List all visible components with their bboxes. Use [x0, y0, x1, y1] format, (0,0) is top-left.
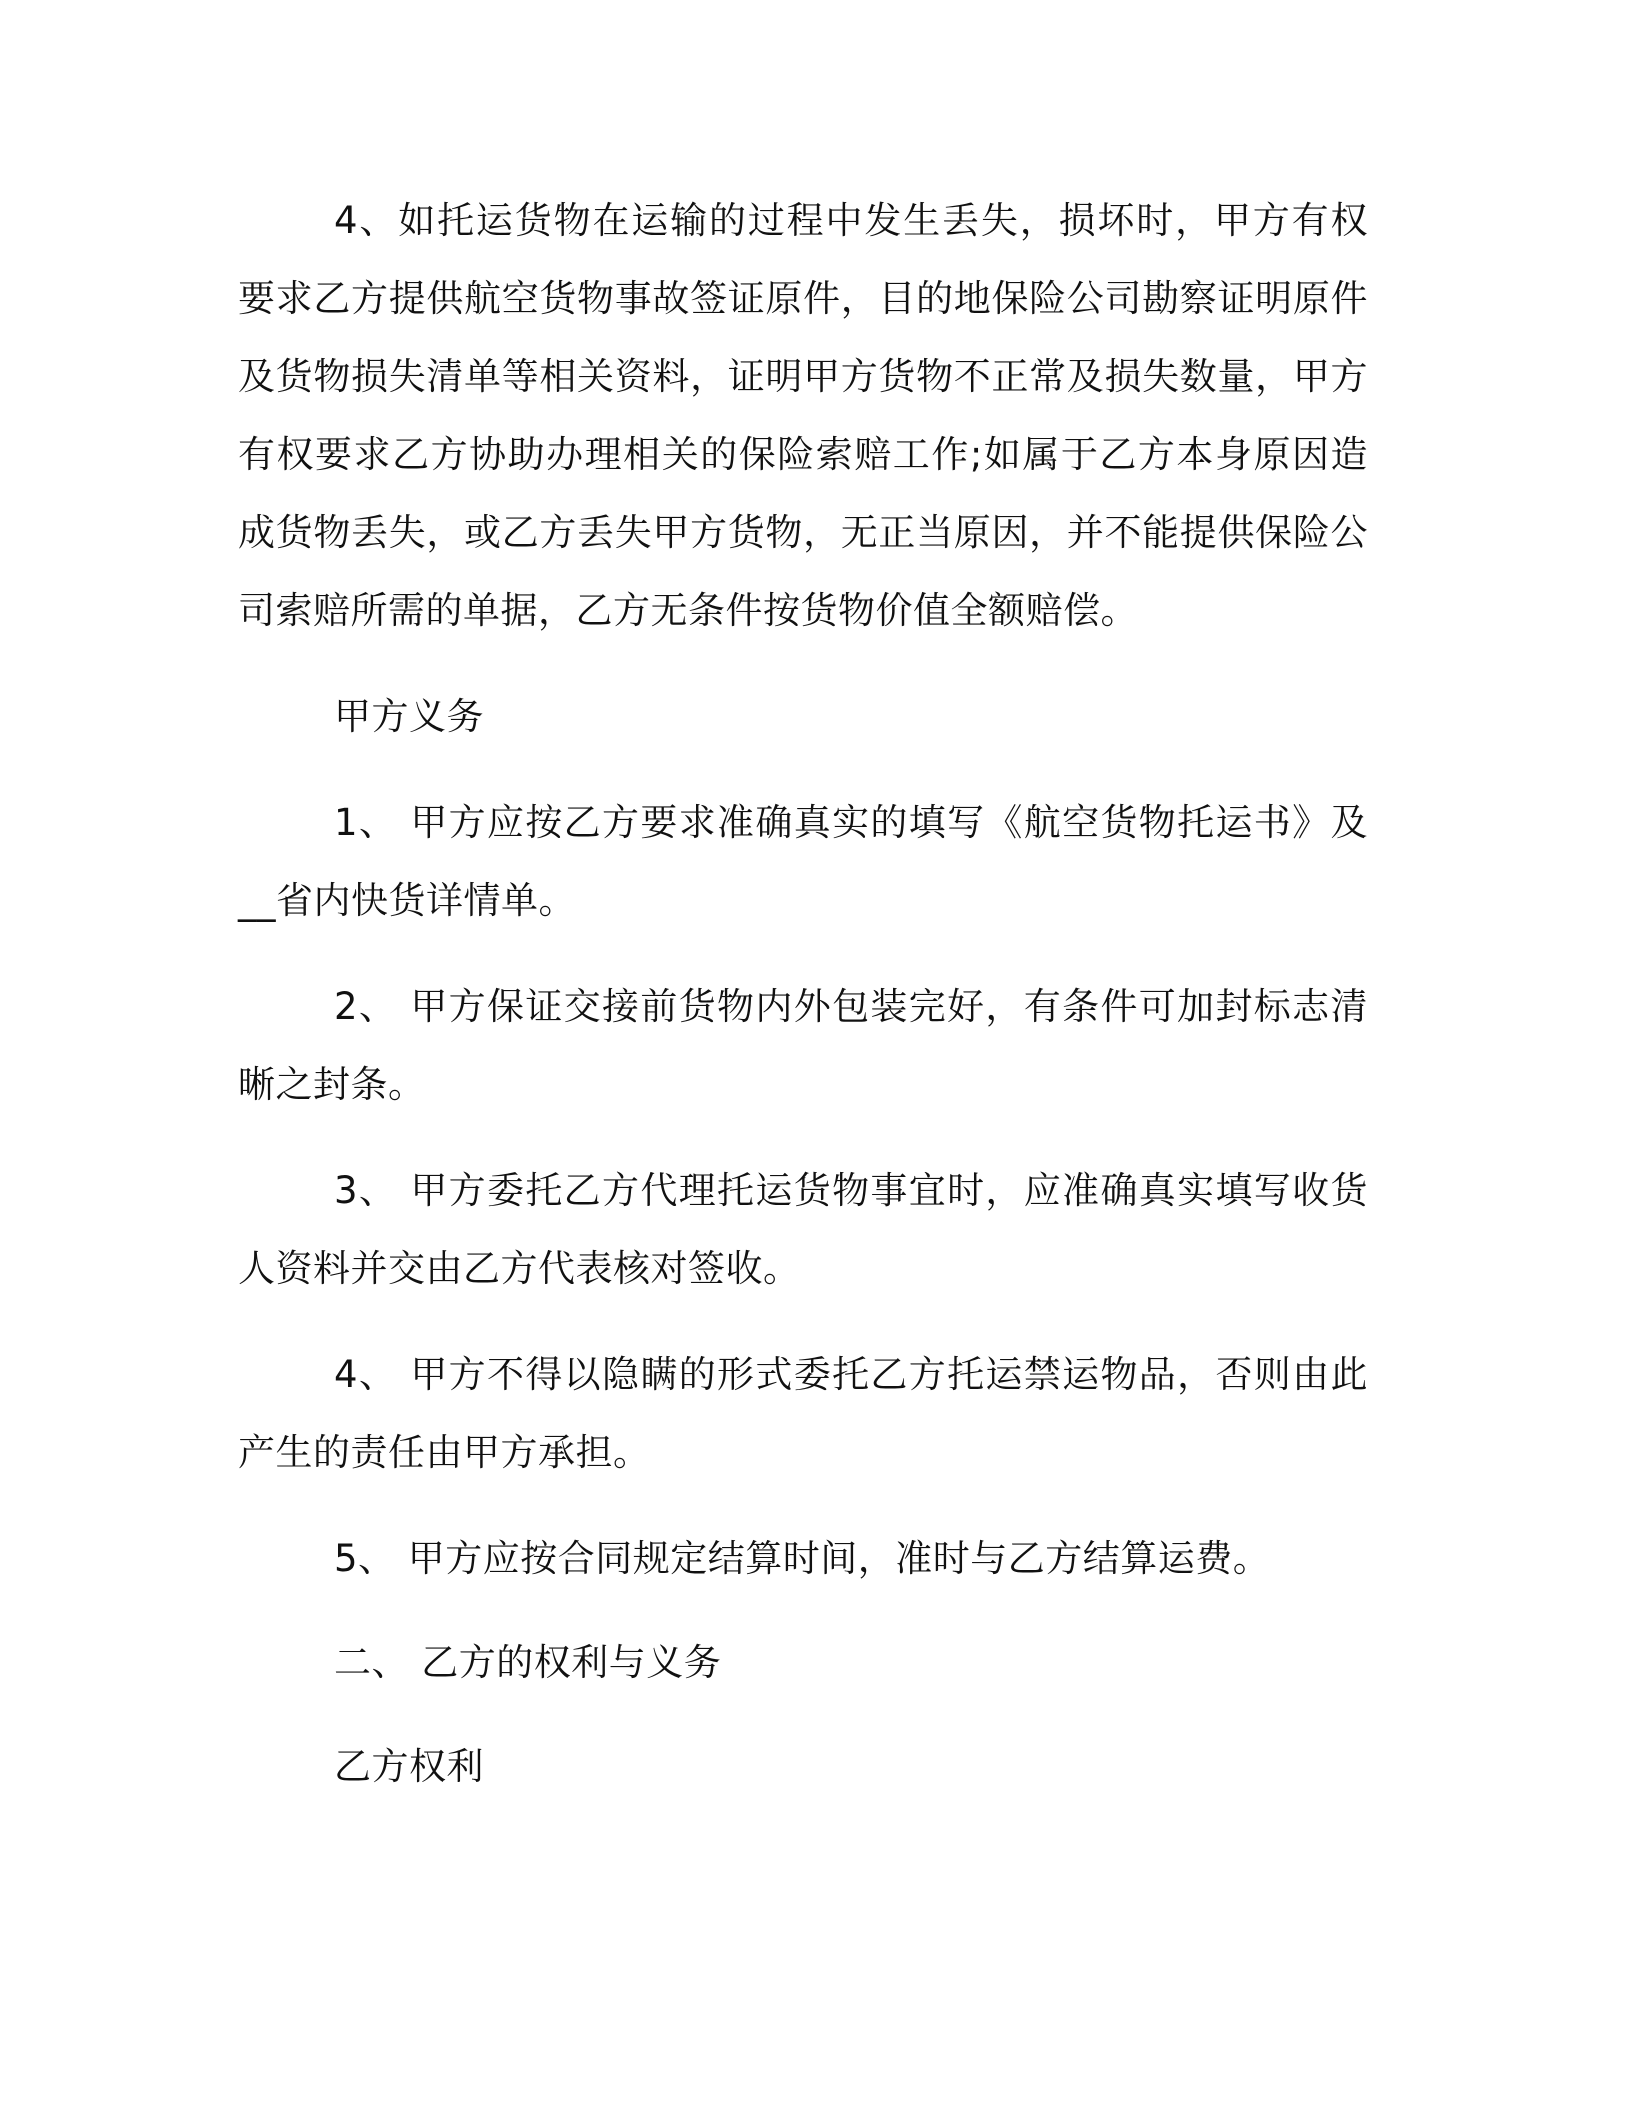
- paragraph-loss-compensation: 4、如托运货物在运输的过程中发生丢失，损坏时，甲方有权要求乙方提供航空货物事故签证原件，目的地保险公司勘察证明原件及货物损失清单等相关资料，证明甲方货物不正常及损失数量，甲方有权要求乙方协助办理相关的保险索赔工作;如属于乙方本身原因造成货物丢失，或乙方丢失甲方货物，无正当原因，并不能提供保险公司索赔所需的单据，乙方无条件按货物价值全额赔偿。: [238, 199, 1368, 632]
- heading-party-b-rights-obligations: 二、 乙方的权利与义务: [334, 1641, 722, 1684]
- heading-party-b-rights: 乙方权利: [334, 1745, 484, 1788]
- document-body: [238, 182, 1368, 1806]
- paragraph-obligation-4: 4、 甲方不得以隐瞒的形式委托乙方托运禁运物品，否则由此产生的责任由甲方承担。: [238, 1353, 1368, 1474]
- paragraph-obligation-1: 1、 甲方应按乙方要求准确真实的填写《航空货物托运书》及__省内快货详情单。: [238, 801, 1368, 922]
- paragraph-obligation-3: 3、 甲方委托乙方代理托运货物事宜时，应准确真实填写收货人资料并交由乙方代表核对签收。: [238, 1169, 1368, 1290]
- heading-party-a-obligations: 甲方义务: [334, 695, 484, 738]
- paragraph-obligation-5: 5、 甲方应按合同规定结算时间，准时与乙方结算运费。: [334, 1537, 1271, 1580]
- paragraph-obligation-2: 2、 甲方保证交接前货物内外包装完好，有条件可加封标志清晰之封条。: [238, 985, 1368, 1106]
